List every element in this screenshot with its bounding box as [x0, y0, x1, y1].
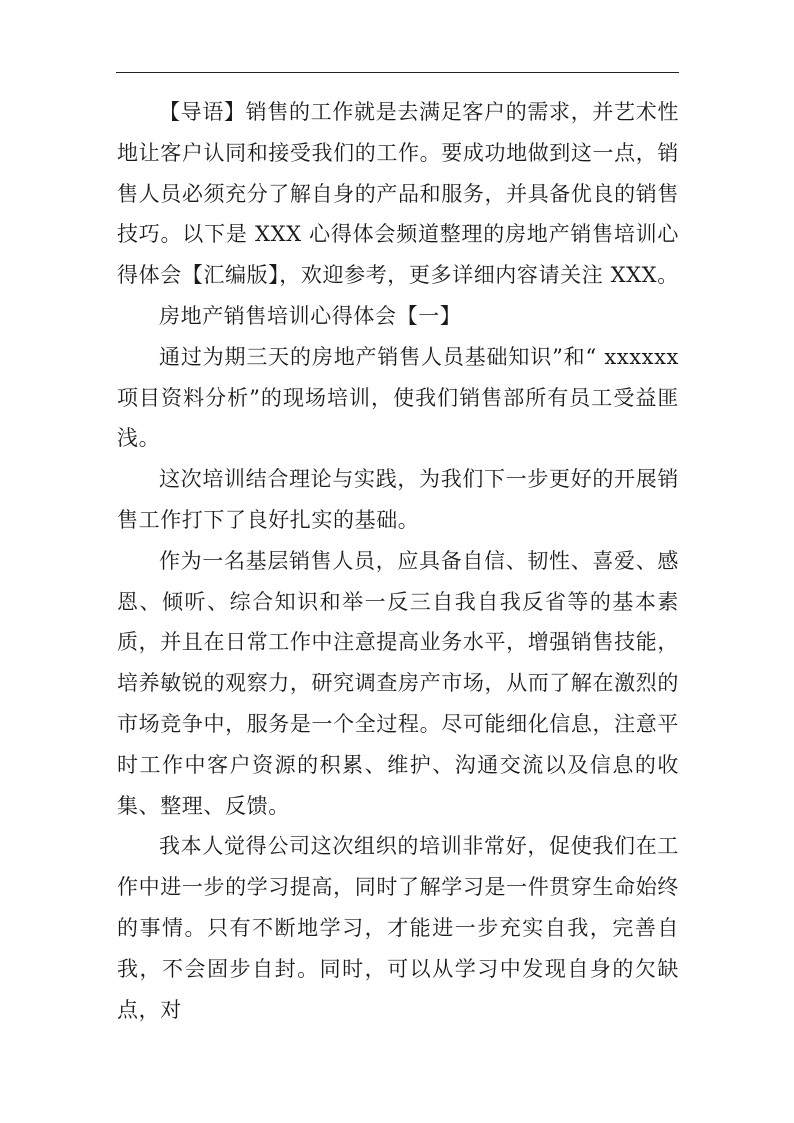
body-paragraph: 这次培训结合理论与实践，为我们下一步更好的开展销售工作打下了良好扎实的基础。 — [117, 467, 679, 532]
header-rule — [116, 72, 679, 73]
intro-paragraph: 【导语】销售的工作就是去满足客户的需求，并艺术性地让客户认同和接受我们的工作。要成功地做到这一点，销售人员必须充分了解自身的产品和服务，并具备优良的销售技巧。以下是 XXX 心得体会频道整理的房地产销售培训心得体会【汇编版】，欢迎参考，更多详细内容请关注 XXX。 — [117, 100, 679, 288]
body-paragraph: 作为一名基层销售人员，应具备自信、韧性、喜爱、感恩、倾听、综合知识和举一反三自我自我反省等的基本素质，并且在日常工作中注意提高业务水平，增强销售技能，培养敏锐的观察力，研究调查房产市场，从而了解在激烈的市场竞争中，服务是一个全过程。尽可能细化信息，注意平时工作中客户资源的积累、维护、沟通交流以及信息的收集、整理、反馈。 — [117, 548, 679, 818]
body-paragraph: 通过为期三天的房地产销售人员基础知识”和“ xxxxxx 项目资料分析”的现场培训，使我们销售部所有员工受益匪浅。 — [117, 344, 679, 451]
body-paragraph: 我本人觉得公司这次组织的培训非常好，促使我们在工作中进一步的学习提高，同时了解学习是一件贯穿生命始终的事情。只有不断地学习，才能进一步充实自我，完善自我，不会固步自封。同时，可以从学习中发现自身的欠缺点，对 — [117, 834, 679, 1022]
document-body — [117, 92, 679, 1030]
section-heading: 房地产销售培训心得体会【一】 — [159, 303, 462, 328]
